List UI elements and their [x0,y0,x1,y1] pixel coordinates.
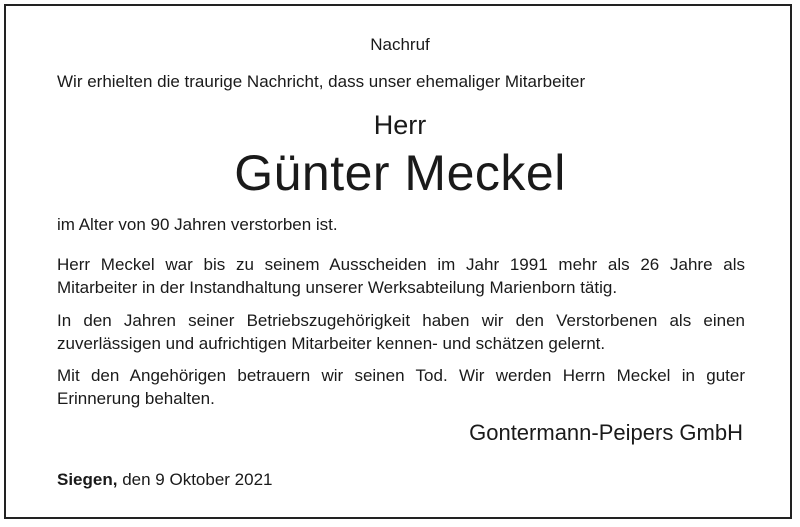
paragraph-career: Herr Meckel war bis zu seinem Ausscheiden im Jahr 1991 mehr als 26 Jahre als Mitarbeiter in der Instandhaltung unserer Werksabteilung Marienborn tätig. [57,255,745,297]
company-signature: Gontermann-Peipers GmbH [469,420,743,445]
city: Siegen, [57,470,118,489]
notice-heading: Nachruf [370,35,430,54]
date: den 9 Oktober 2021 [122,470,273,489]
place-date-line [57,470,272,490]
deceased-name: Günter Meckel [234,145,566,201]
paragraph-condolence: Mit den Angehörigen betrauern wir seinen Tod. Wir werden Herrn Meckel in guter Erinnerung behalten. [57,366,745,408]
age-line: im Alter von 90 Jahren verstorben ist. [57,215,338,234]
salutation: Herr [373,110,427,140]
paragraph-appreciation: In den Jahren seiner Betriebszugehörigkeit haben wir den Verstorbenen als einen zuverlässigen und aufrichtigen Mitarbeiter kennen- und schätzen gelernt. [57,311,745,353]
intro-text: Wir erhielten die traurige Nachricht, dass unser ehemaliger Mitarbeiter [57,72,586,91]
